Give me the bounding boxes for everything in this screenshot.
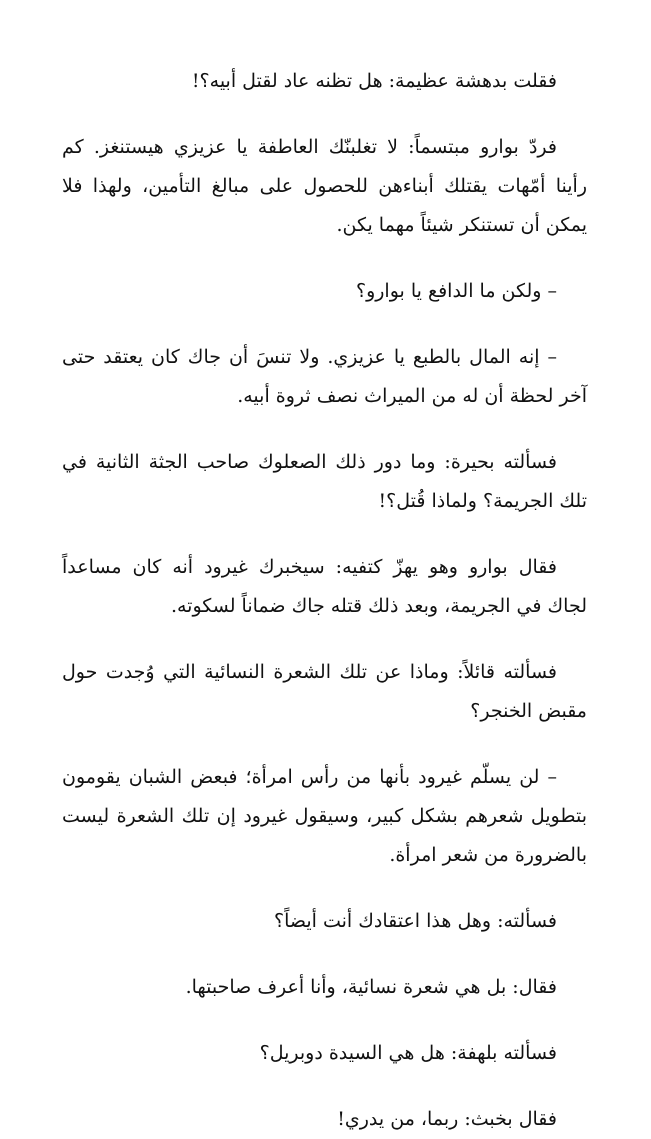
paragraph-8: – لن يسلّم غيرود بأنها من رأس امرأة؛ فبعض الشبان يقومون بتطويل شعرهم بشكل كبير، وسيقول غيرود إن تلك الشعرة ليست بالضرورة من شعر امرأة.: [62, 766, 587, 866]
paragraph-3: – ولكن ما الدافع يا بوارو؟: [356, 280, 557, 302]
paragraph-4: – إنه المال بالطبع يا عزيزي. ولا تنسَ أن جاك كان يعتقد حتى آخر لحظة أن له من الميراث نصف ثروة أبيه.: [62, 346, 587, 407]
paragraph-7: فسألته قائلاً: وماذا عن تلك الشعرة النسائية التي وُجدت حول مقبض الخنجر؟: [62, 661, 587, 722]
paragraph-9: فسألته: وهل هذا اعتقادك أنت أيضاً؟: [274, 910, 557, 932]
paragraph-6: فقال بوارو وهو يهزّ كتفيه: سيخبرك غيرود أنه كان مساعداً لجاك في الجريمة، وبعد ذلك قتله جاك ضماناً لسكوته.: [62, 556, 587, 617]
paragraph-10: فقال: بل هي شعرة نسائية، وأنا أعرف صاحبتها.: [185, 976, 557, 998]
paragraph-1: فقلت بدهشة عظيمة: هل تظنه عاد لقتل أبيه؟!: [191, 70, 557, 92]
paragraph-12: فقال بخبث: ربما، من يدري!: [337, 1108, 557, 1130]
paragraph-5: فسألته بحيرة: وما دور ذلك الصعلوك صاحب الجثة الثانية في تلك الجريمة؟ ولماذا قُتل؟!: [62, 451, 587, 512]
paragraph-2: فردّ بوارو مبتسماً: لا تغلبنّك العاطفة يا عزيزي هيستنغز. كم رأينا أمّهات يقتلك أبناءهن للحصول على مبالغ التأمين، ولهذا فلا يمكن أن تستنكر شيئاً مهما يكن.: [62, 136, 587, 236]
paragraph-11: فسألته بلهفة: هل هي السيدة دوبريل؟: [259, 1042, 557, 1064]
